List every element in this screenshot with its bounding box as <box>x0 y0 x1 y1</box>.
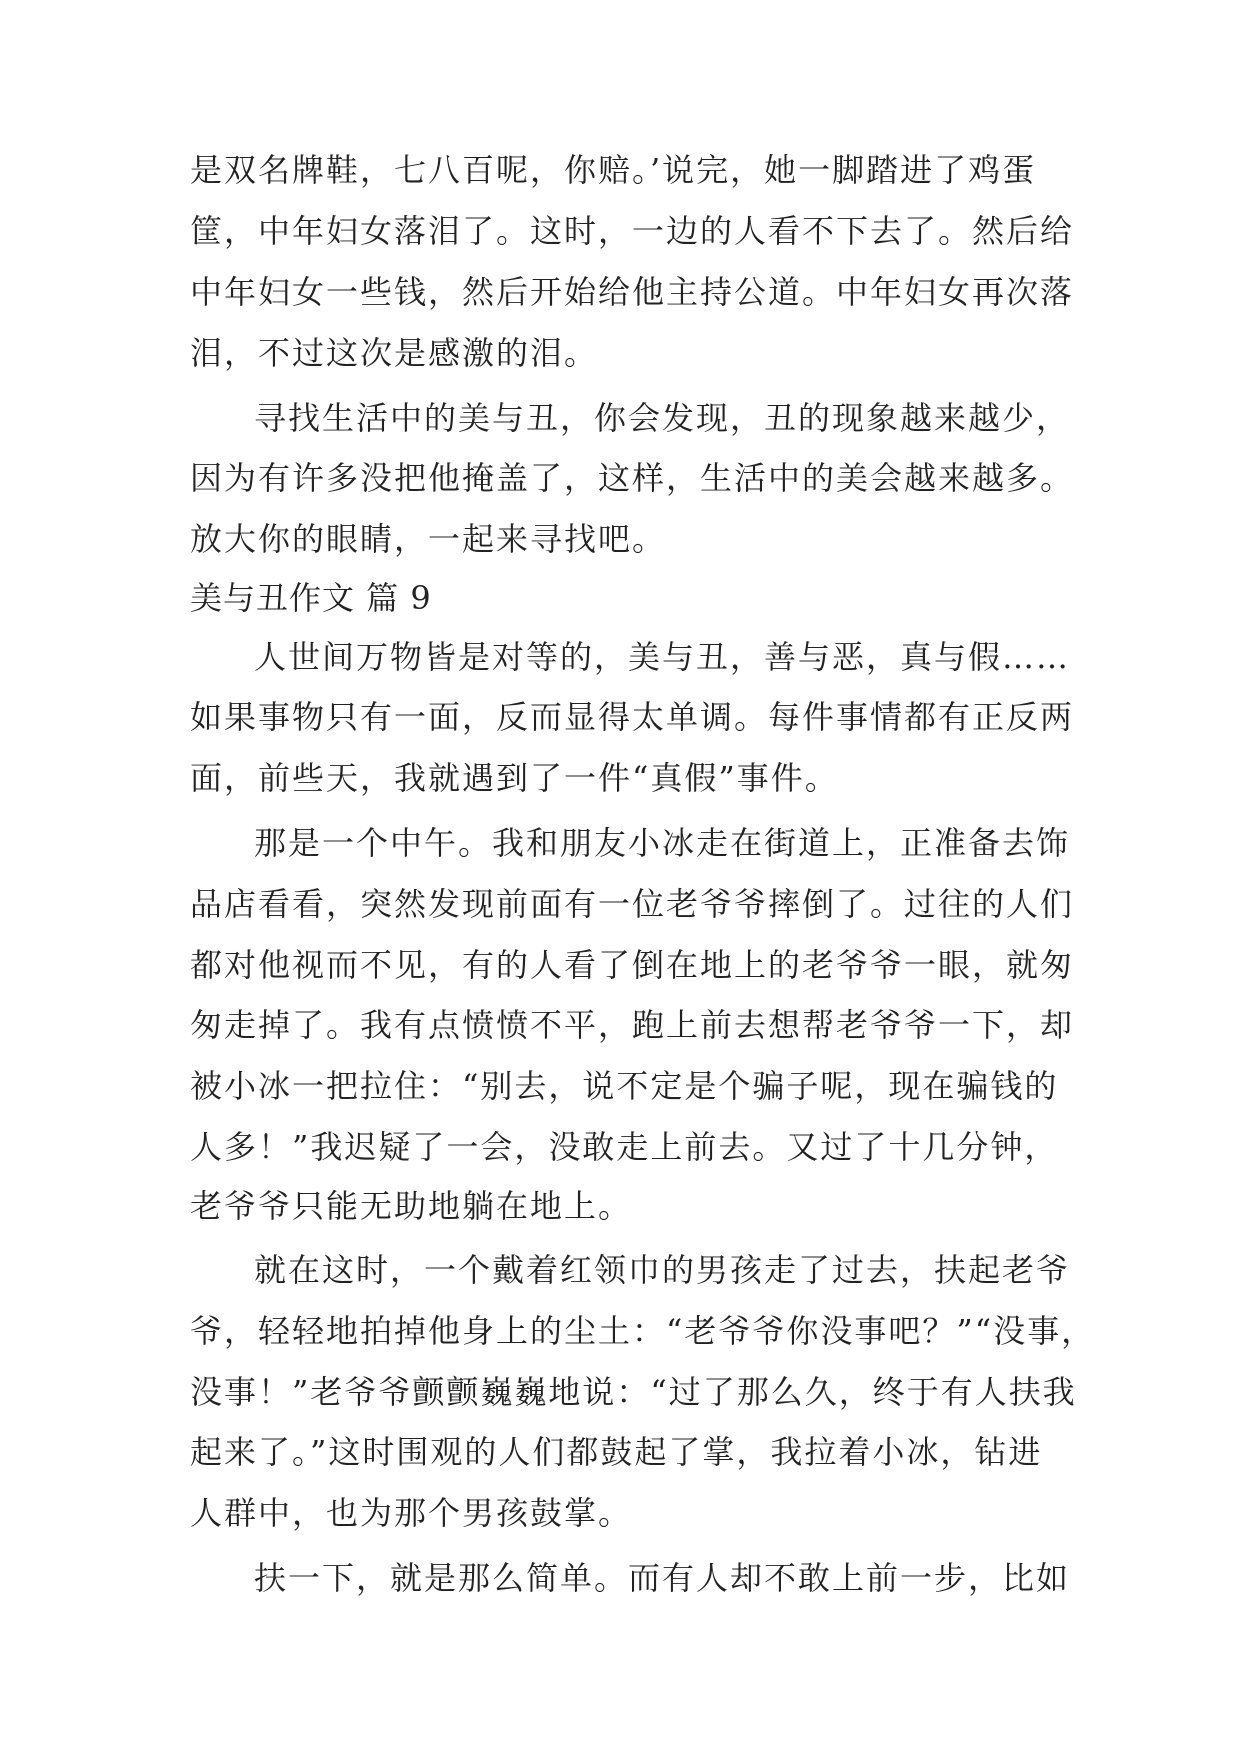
text-line: 放大你的眼睛，一起来寻找吧。 <box>190 520 667 558</box>
paragraph-first-line: 人世间万物皆是对等的，美与丑，善与恶，真与假…… <box>254 638 1071 676</box>
paragraph-first-line: 那是一个中午。我和朋友小冰走在街道上，正准备去饰 <box>254 824 1071 862</box>
text-line: 没事！”老爷爷颤颤巍巍地说：“过了那么久，终于有人扶我 <box>190 1373 1077 1411</box>
text-line: 爷，轻轻地拍掉他身上的尘土：“老爷爷你没事吧？”“没事， <box>190 1312 1096 1350</box>
paragraph-first-line: 寻找生活中的美与丑，你会发现，丑的现象越来越少， <box>254 399 1071 437</box>
text-line: 如果事物只有一面，反而显得太单调。每件事情都有正反两 <box>190 698 1075 736</box>
text-line: 面，前些天，我就遇到了一件“真假”事件。 <box>190 759 839 797</box>
text-line: 匆走掉了。我有点愤愤不平，跑上前去想帮老爷爷一下，却 <box>190 1006 1075 1044</box>
paragraph-first-line: 就在这时，一个戴着红领巾的男孩走了过去，扶起老爷 <box>254 1251 1071 1289</box>
text-line: 中年妇女一些钱，然后开始给他主持公道。中年妇女再次落 <box>190 273 1075 311</box>
text-line: 人多！”我迟疑了一会，没敢走上前去。又过了十几分钟， <box>190 1128 1059 1166</box>
text-line: 起来了。”这时围观的人们都鼓起了掌，我拉着小冰，钻进 <box>190 1433 1043 1471</box>
section-heading: 美与丑作文 篇 9 <box>190 579 432 617</box>
paragraph-first-line: 扶一下，就是那么简单。而有人却不敢上前一步，比如 <box>254 1559 1071 1597</box>
text-line: 人群中，也为那个男孩鼓掌。 <box>190 1494 633 1532</box>
text-line: 品店看看，突然发现前面有一位老爷爷摔倒了。过往的人们 <box>190 885 1075 923</box>
text-line: 因为有许多没把他掩盖了，这样，生活中的美会越来越多。 <box>190 459 1075 497</box>
text-line: 被小冰一把拉住：“别去，说不定是个骗子呢，现在骗钱的 <box>190 1067 1059 1105</box>
text-line: 是双名牌鞋，七八百呢，你赔。’说完，她一脚踏进了鸡蛋 <box>190 151 1037 189</box>
text-line: 泪，不过这次是感激的泪。 <box>190 334 599 372</box>
text-line: 都对他视而不见，有的人看了倒在地上的老爷爷一眼，就匆 <box>190 946 1075 984</box>
text-line: 筐，中年妇女落泪了。这时，一边的人看不下去了。然后给 <box>190 212 1075 250</box>
text-line: 老爷爷只能无助地躺在地上。 <box>190 1187 633 1225</box>
